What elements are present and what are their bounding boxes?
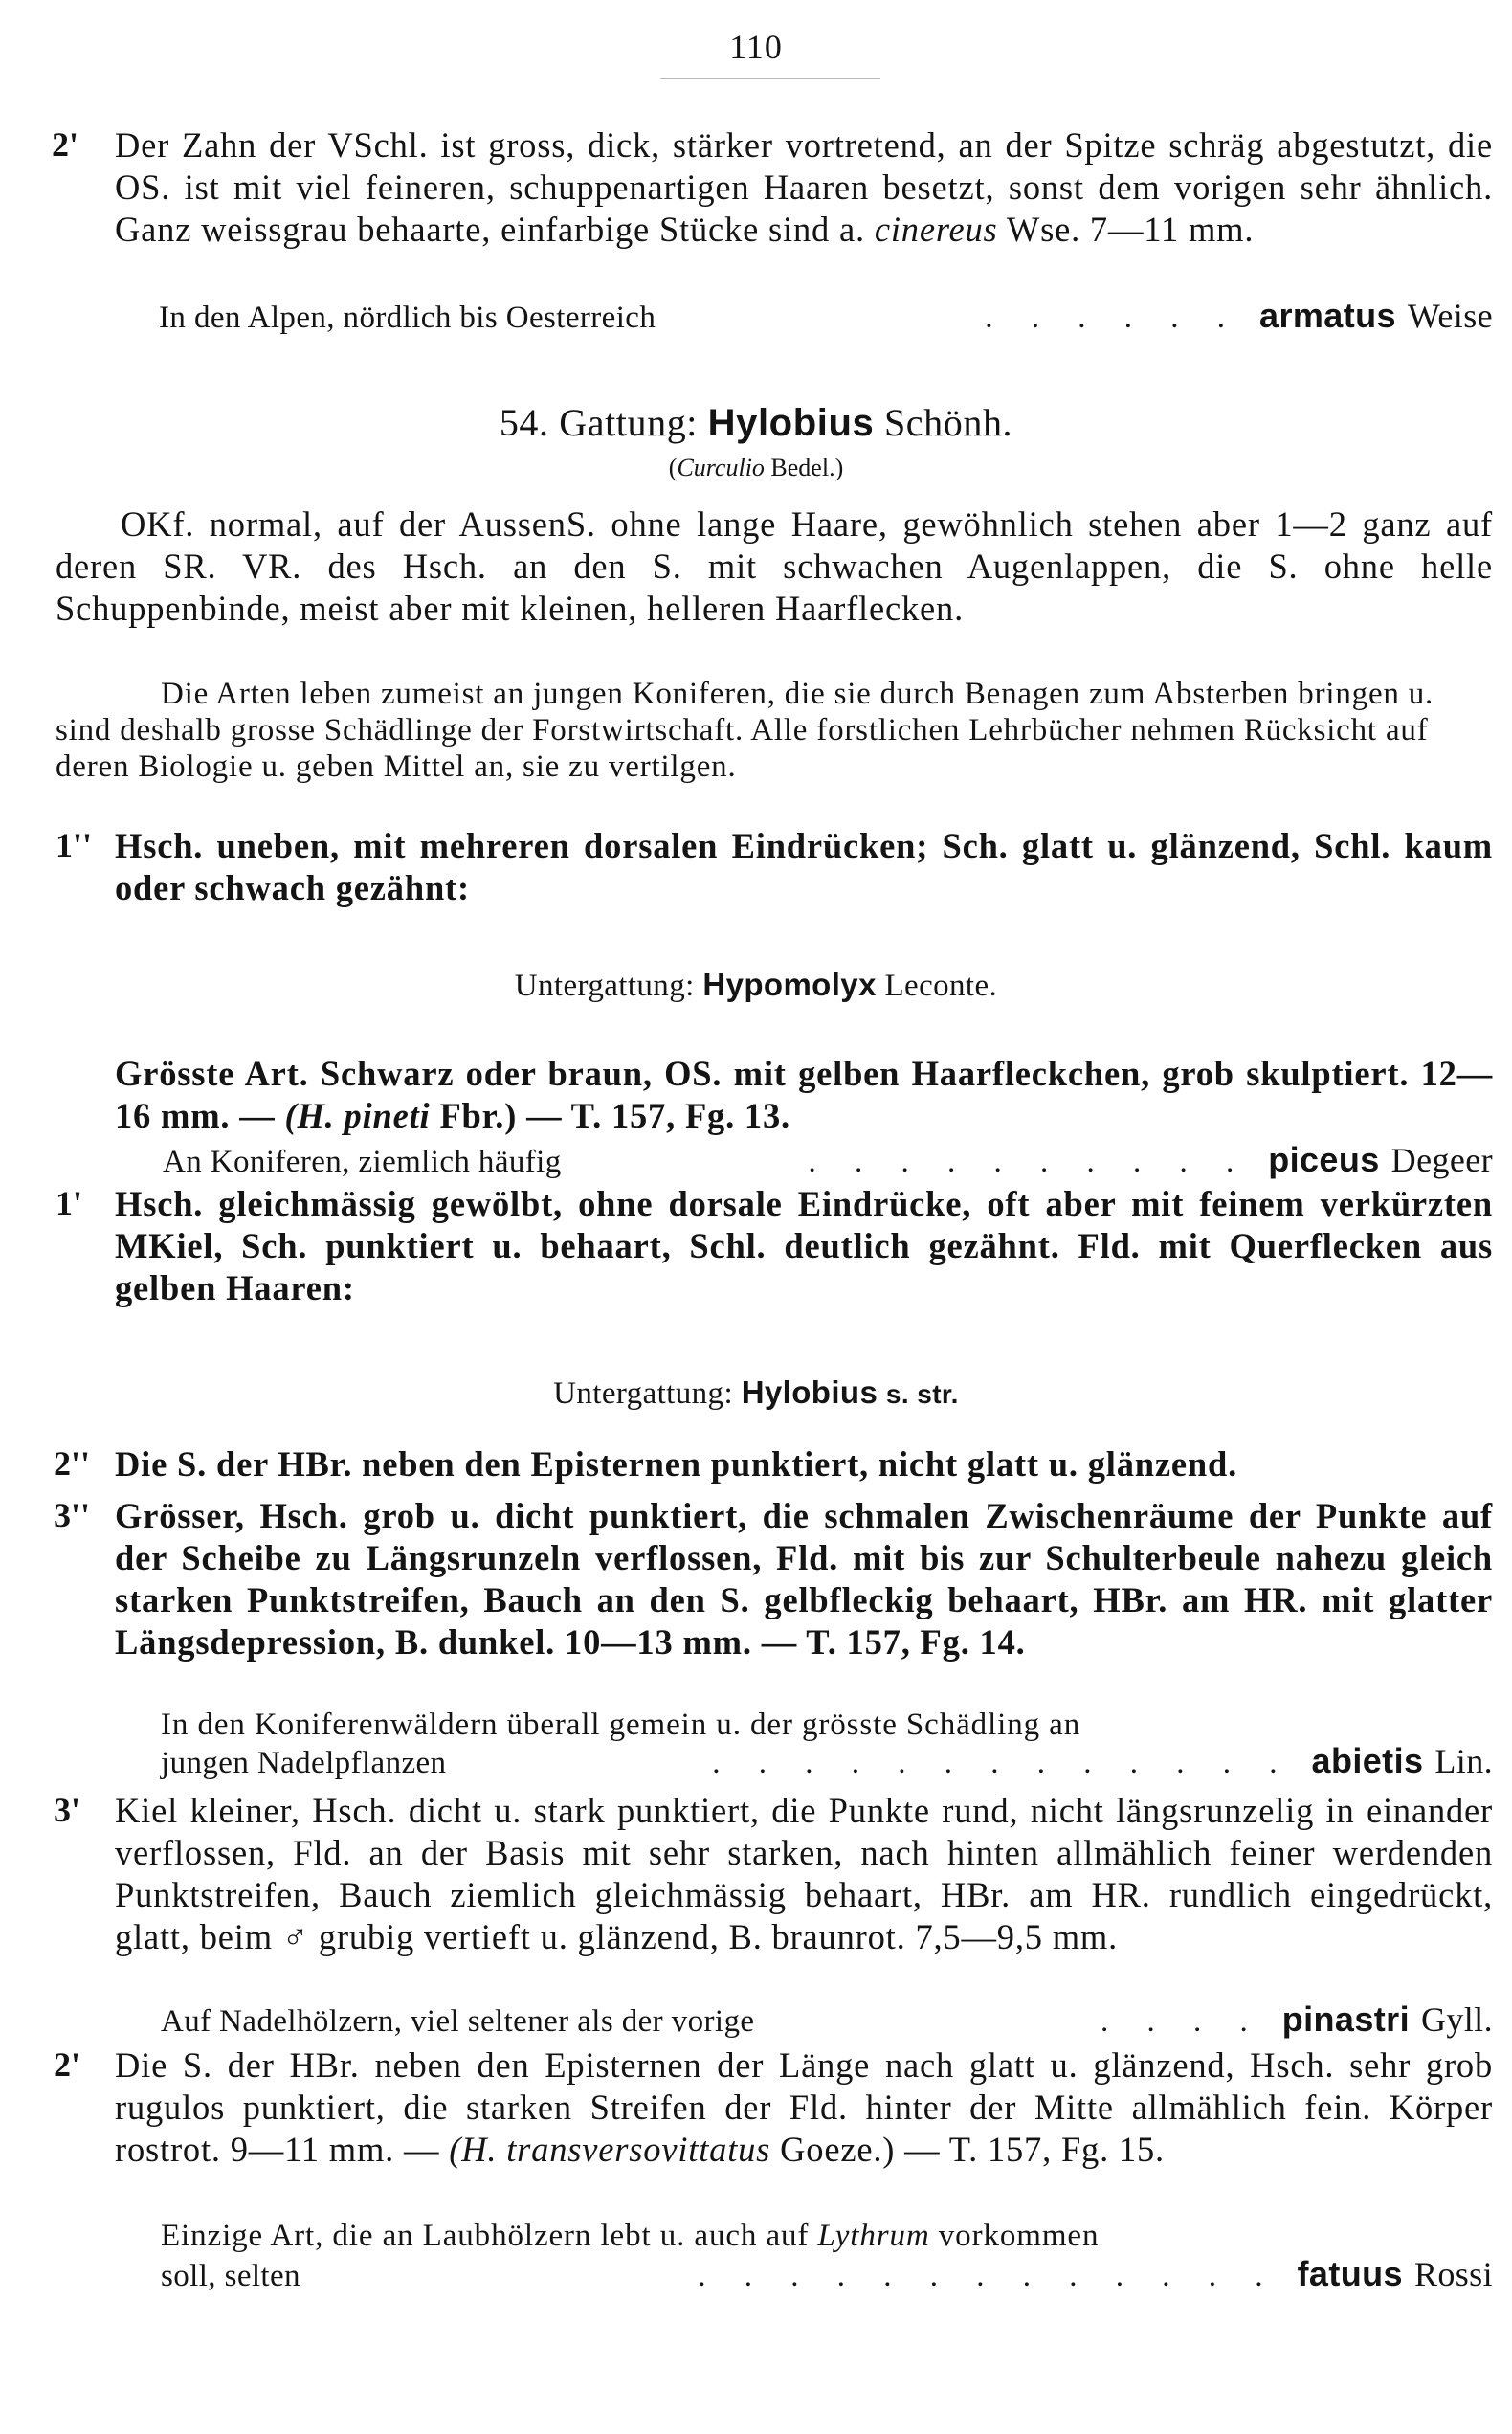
entry-text: Grösser, Hsch. grob u. dicht punktiert, die schmalen Zwischenräume der Punkte auf der Scheibe zu Längsrunzeln verflossen, Fld. mit bis zur Schulterbeule nahezu gleich starken Punktstreifen, Bauch an den S. gelbfleckig behaart, HBr. am HR. mit glatter Längsdepression, B. dunkel. 10—13 mm. — T. 157, Fg. 14. bbox=[115, 1496, 1493, 1662]
species-name: fatuus bbox=[1297, 2254, 1403, 2293]
subgenus-prefix: Untergattung: bbox=[514, 969, 695, 1003]
synonym-author: Goeze.) — T. 157, Fg. 15. bbox=[780, 2130, 1165, 2169]
species-line bbox=[163, 1141, 1493, 1181]
couplet-number: 3'' bbox=[54, 1496, 91, 1534]
synonym-name: Curculio bbox=[677, 454, 765, 481]
variety-name: cinereus bbox=[874, 210, 998, 249]
leader-dots: . . . . . . . . . . . . . bbox=[698, 2259, 1279, 2293]
subgenus-heading-hylobius bbox=[0, 1374, 1512, 1412]
habitat-note-text-end: vorkommen bbox=[938, 2219, 1100, 2253]
description-text: Die S. der HBr. neben den Episternen der Länge nach glatt u. glänzend, Hsch. sehr grob rugulos punktiert, die starken Streifen der Fld. hinter der Mitte allmählich fein. Körper rostrot. 9—11 mm. — bbox=[115, 2045, 1493, 2169]
genus-synonym bbox=[0, 454, 1512, 482]
couplet-number: 1'' bbox=[56, 826, 93, 864]
variety-author: Wse. 7—11 mm. bbox=[1006, 210, 1255, 249]
species-author: Degeer bbox=[1390, 1141, 1493, 1179]
species-description bbox=[115, 1053, 1493, 1137]
entry-description: Der Zahn der VSchl. ist gross, dick, stärker vortretend, an der Spitze schräg abgestutzt, die OS. ist mit viel feineren, schuppenartigen Haaren besetzt, sonst dem vorigen sehr ähnlich. Ganz weissgrau behaarte, einfarbige Stücke sind a. bbox=[115, 125, 1493, 249]
entry-text: Kiel kleiner, Hsch. dicht u. stark punktiert, die Punkte rund, nicht längsrunzelig in einander verflossen, Fld. an der Basis mit sehr starken, nach hinten allmählich feiner werdenden Punktstreifen, Bauch ziemlich gleichmässig behaart, HBr. am HR. rundlich eingedrückt, glatt, beim ♂ grubig vertieft u. glänzend, B. braunrot. 7,5—9,5 mm. bbox=[115, 1791, 1493, 1956]
subgenus-author: Leconte. bbox=[884, 969, 998, 1003]
synonym-author: Bedel.) bbox=[770, 454, 844, 481]
synonym-author: Fbr.) — T. 157, Fg. 13. bbox=[439, 1096, 790, 1135]
species-name: abietis bbox=[1311, 1741, 1424, 1780]
species-line bbox=[161, 1742, 1493, 1782]
subgenus-name: Hypomolyx bbox=[702, 967, 877, 1002]
species-line bbox=[161, 2000, 1493, 2041]
subgenus-prefix: Untergattung: bbox=[553, 1376, 734, 1411]
couplet-number: 1' bbox=[56, 1184, 83, 1222]
genus-prefix: 54. Gattung: bbox=[499, 401, 699, 444]
leader-dots: . . . . . . . . . . . . . bbox=[712, 1746, 1293, 1780]
habitat-note: jungen Nadelpflanzen bbox=[161, 1746, 447, 1780]
species-author: Weise bbox=[1407, 297, 1493, 335]
genus-biology-note: Die Arten leben zumeist an jungen Koniferen, die sie durch Benagen zum Absterben bringen u. sind deshalb grosse Schädlinge der Forstwirtschaft. Alle forstlichen Lehrbücher nehmen Rücksicht auf deren Biologie u. geben Mittel an, sie zu vertilgen. bbox=[56, 677, 1434, 784]
entry-text bbox=[115, 124, 1493, 251]
page-number: 110 bbox=[729, 28, 783, 66]
entry-text: Die S. der HBr. neben den Episternen punktiert, nicht glatt u. glänzend. bbox=[115, 1444, 1238, 1484]
habitat-note: In den Alpen, nördlich bis Oesterreich bbox=[159, 301, 656, 335]
synonym-paren: ( bbox=[668, 454, 678, 481]
habitat-note-line-1 bbox=[161, 2217, 1493, 2255]
couplet-number: 2' bbox=[54, 2045, 81, 2084]
species-name: armatus bbox=[1259, 296, 1396, 335]
couplet-number: 2'' bbox=[54, 1444, 91, 1483]
entry-text: Hsch. uneben, mit mehreren dorsalen Eindrücken; Sch. glatt u. glänzend, Schl. kaum oder schwach gezähnt: bbox=[115, 826, 1493, 907]
couplet-number: 3' bbox=[54, 1791, 81, 1829]
synonym: (H. transversovittatus bbox=[449, 2130, 771, 2169]
subgenus-name: Hylobius bbox=[741, 1374, 878, 1410]
species-author: Lin. bbox=[1434, 1742, 1493, 1780]
entry-text bbox=[115, 2044, 1493, 2171]
species-author: Gyll. bbox=[1420, 2000, 1493, 2039]
plant-genus: Lythrum bbox=[817, 2219, 930, 2253]
leader-dots: . . . . . . . . . . bbox=[808, 1145, 1250, 1179]
couplet-number: 2' bbox=[52, 125, 79, 164]
species-name: pinastri bbox=[1281, 1999, 1410, 2039]
leader-dots: . . . . bbox=[1101, 2004, 1263, 2039]
leader-dots: . . . . . . bbox=[985, 301, 1241, 335]
description-text: Grösste Art. Schwarz oder braun, OS. mit gelben Haarfleckchen, grob skulptiert. 12—16 mm. — bbox=[115, 1054, 1493, 1135]
species-line bbox=[159, 297, 1493, 337]
genus-description: OKf. normal, auf der AussenS. ohne lange Haare, gewöhnlich stehen aber 1—2 ganz auf deren SR. VR. des Hsch. an den S. mit schwachen Augenlappen, die S. ohne helle Schuppenbinde, meist aber mit kleinen, helleren Haarflecken. bbox=[56, 504, 1493, 628]
genus-author: Schönh. bbox=[883, 401, 1013, 444]
subgenus-suffix: s. str. bbox=[885, 1379, 959, 1409]
header-rule bbox=[660, 78, 880, 79]
entry-text: Hsch. gleichmässig gewölbt, ohne dorsale Eindrücke, oft aber mit feinem verkürzten MKiel, Sch. punktiert u. behaart, Schl. deutlich gezähnt. Fld. mit Querflecken aus gelben Haaren: bbox=[115, 1184, 1493, 1307]
habitat-note-text: Einzige Art, die an Laubhölzern lebt u. auch auf bbox=[161, 2219, 810, 2253]
habitat-note: An Koniferen, ziemlich häufig bbox=[163, 1145, 562, 1179]
genus-heading bbox=[0, 400, 1512, 445]
species-name: piceus bbox=[1268, 1140, 1380, 1179]
species-line bbox=[161, 2255, 1493, 2295]
subgenus-heading-hypomolyx bbox=[0, 967, 1512, 1004]
synonym: (H. pineti bbox=[284, 1096, 431, 1135]
habitat-note: Auf Nadelhölzern, viel seltener als der vorige bbox=[161, 2004, 755, 2039]
habitat-note: soll, selten bbox=[161, 2259, 300, 2293]
species-author: Rossi bbox=[1413, 2255, 1493, 2293]
genus-name: Hylobius bbox=[707, 402, 875, 444]
habitat-note-line-1: In den Koniferenwäldern überall gemein u. der grösste Schädling an bbox=[161, 1708, 1081, 1742]
